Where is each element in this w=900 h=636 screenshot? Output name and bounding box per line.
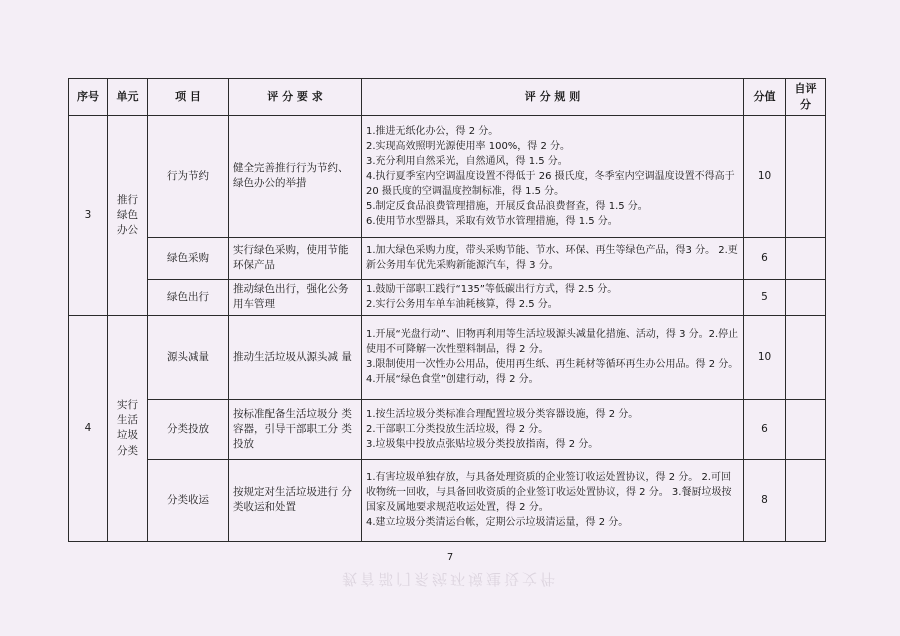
header-score: 分值: [744, 79, 786, 116]
self-score-cell[interactable]: [786, 315, 826, 399]
rules-cell: [362, 237, 744, 279]
score-cell: 5: [744, 279, 786, 315]
requirement-cell: 按规定对生活垃圾进行 分类收运和处置: [229, 459, 362, 541]
rule-line: 1.推进无纸化办公，得 2 分。: [366, 125, 499, 137]
header-item: 项 目: [148, 79, 229, 116]
item-cell: 分类投放: [148, 399, 229, 459]
requirement-cell: 推动生活垃圾从源头减 量: [229, 315, 362, 399]
rule-line: 5.制定反食品浪费管理措施，开展反食品浪费督查，得 1.5 分。: [366, 200, 648, 212]
bleed-through-text: 教育部门系统环境建设文件: [341, 570, 558, 588]
table-header-row: [69, 79, 826, 116]
unit-cell: 推行绿色办公: [108, 115, 148, 315]
self-score-cell[interactable]: [786, 115, 826, 237]
page-number: 7: [446, 552, 454, 563]
rules-cell: [362, 399, 744, 459]
item-cell: 绿色出行: [148, 279, 229, 315]
score-cell: 6: [744, 399, 786, 459]
self-score-cell[interactable]: [786, 237, 826, 279]
rule-line: 3.垃圾集中投放点张贴垃圾分类投放指南，得 2 分。: [366, 438, 599, 450]
self-score-cell[interactable]: [786, 279, 826, 315]
rules-cell: [362, 459, 744, 541]
rule-line: 4.建立垃圾分类清运台帐，定期公示垃圾清运量，得 2 分。: [366, 517, 629, 529]
rule-line: 3.限制使用一次性办公用品，使用再生纸、再生耗材等循环再生办公用品。得 2 分。 4.开展“绿色食堂”创建行动，得 2 分。: [366, 359, 739, 386]
rule-line: 1.有害垃圾单独存放，与具备处理资质的企业签订收运处置协议，得 2 分。 2.可回收物统一回收，与具备回收资质的企业签订收运处置协议，得 2 分。 3.餐厨垃圾按国家及属地要求规范收运处置，得 2 分。: [366, 472, 732, 514]
requirement-cell: 实行绿色采购，使用节能环保产品: [229, 237, 362, 279]
item-cell: 绿色采购: [148, 237, 229, 279]
rules-cell: [362, 315, 744, 399]
table-row: [69, 315, 826, 399]
item-cell: 行为节约: [148, 115, 229, 237]
score-cell: 10: [744, 115, 786, 237]
rule-line: 2.实行公务用车单车油耗核算，得 2.5 分。: [366, 299, 558, 311]
table-row: [69, 399, 826, 459]
score-cell: 10: [744, 315, 786, 399]
self-score-cell[interactable]: [786, 459, 826, 541]
unit-cell: 实行生活垃圾分类: [108, 315, 148, 541]
table-row: [69, 115, 826, 237]
self-score-cell[interactable]: [786, 399, 826, 459]
requirement-cell: 按标准配备生活垃圾分 类容器，引导干部职工分 类投放: [229, 399, 362, 459]
header-seq: 序号: [69, 79, 108, 116]
rule-line: 3.充分利用自然采光，自然通风，得 1.5 分。: [366, 155, 568, 167]
rule-line: 1.鼓励干部职工践行“135”等低碳出行方式，得 2.5 分。: [366, 284, 618, 296]
rule-line: 1.加大绿色采购力度，带头采购节能、节水、环保、再生等绿色产品，得3 分。 2.更新公务用车优先采购新能源汽车，得 3 分。: [366, 245, 738, 272]
evaluation-table: [68, 78, 826, 542]
requirement-cell: 健全完善推行行为节约、 绿色办公的举措: [229, 115, 362, 237]
item-cell: 分类收运: [148, 459, 229, 541]
rule-line: 2.实现高效照明光源使用率 100%，得 2 分。: [366, 140, 571, 152]
header-self-score: 自评分: [786, 79, 826, 116]
requirement-cell: 推动绿色出行，强化公务用车管理: [229, 279, 362, 315]
table-row: [69, 459, 826, 541]
seq-cell: 4: [69, 315, 108, 541]
table-row: [69, 237, 826, 279]
score-cell: 8: [744, 459, 786, 541]
seq-cell: 3: [69, 115, 108, 315]
rule-line: 4.执行夏季室内空调温度设置不得低于 26 摄氏度，冬季室内空调温度设置不得高于 20 摄氏度的空调温度控制标准，得 1.5 分。: [366, 170, 735, 197]
score-cell: 6: [744, 237, 786, 279]
header-requirement: 评 分 要 求: [229, 79, 362, 116]
rule-line: 2.干部职工分类投放生活垃圾，得 2 分。: [366, 423, 549, 435]
rules-cell: [362, 279, 744, 315]
rule-line: 1.开展“光盘行动”、旧物再利用等生活垃圾源头减量化措施、活动，得 3 分。2.停止使用不可降解一次性塑料制品，得 2 分。: [366, 329, 739, 356]
rules-cell: [362, 115, 744, 237]
table-row: [69, 279, 826, 315]
header-unit: 单元: [108, 79, 148, 116]
item-cell: 源头减量: [148, 315, 229, 399]
rule-line: 6.使用节水型器具，采取有效节水管理措施，得 1.5 分。: [366, 215, 618, 227]
rule-line: 1.按生活垃圾分类标准合理配置垃圾分类容器设施，得 2 分。: [366, 408, 639, 420]
header-rules: 评 分 规 则: [362, 79, 744, 116]
